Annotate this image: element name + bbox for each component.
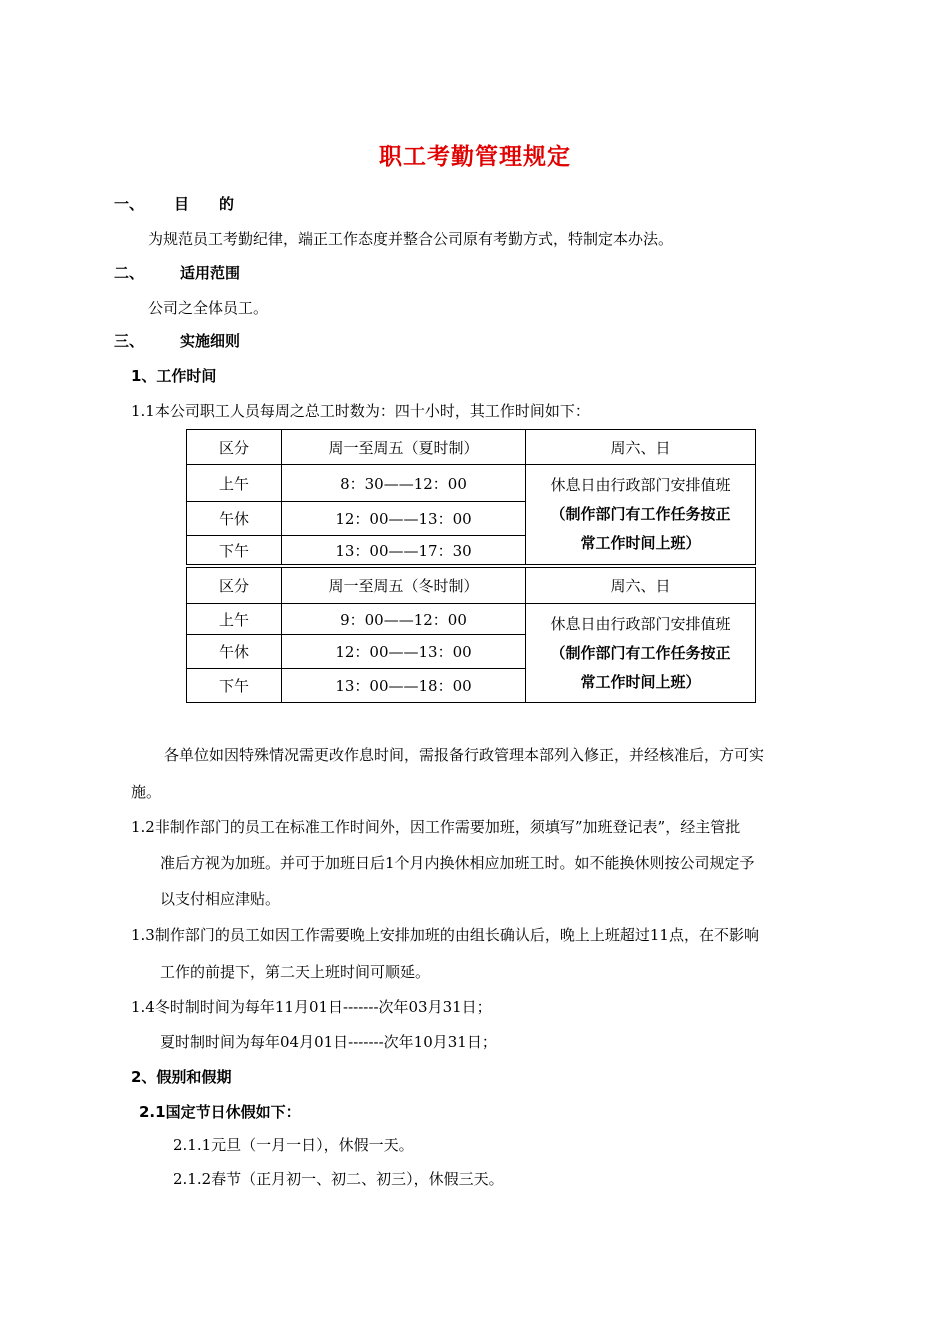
row-label-afternoon: 下午	[187, 536, 282, 565]
weekend-note-line3: 常工作时间上班）	[580, 672, 701, 691]
row-label-noon-break: 午休	[187, 635, 282, 669]
section-3-number: 三、	[114, 332, 145, 350]
paragraph-1-2-line1: 1.2非制作部门的员工在标准工作时间外，因工作需要加班，须填写”加班登记表”，经主管批	[131, 818, 741, 836]
row-label-afternoon: 下午	[187, 669, 282, 703]
paragraph-2-1: 2.1国定节日休假如下：	[139, 1103, 301, 1121]
row-label-morning: 上午	[187, 465, 282, 502]
weekend-note-line1: 休息日由行政部门安排值班	[550, 614, 731, 633]
section-1-title: 目 的	[174, 195, 235, 213]
row-time-noon-break: 12：00——13：00	[282, 502, 526, 536]
weekend-note-line2: （制作部门有工作任务按正	[550, 643, 731, 662]
row-label-noon-break: 午休	[187, 502, 282, 536]
paragraph-1-3-line1: 1.3制作部门的员工如因工作需要晚上安排加班的由组长确认后，晚上上班超过11点，在不影响	[131, 926, 759, 944]
work-time-heading: 1、工作时间	[131, 367, 217, 385]
paragraph-1-1: 1.1本公司职工人员每周之总工时数为：四十小时，其工作时间如下：	[131, 402, 590, 420]
weekend-duty-note	[526, 604, 756, 703]
note-line-1: 各单位如因特殊情况需更改作息时间，需报备行政管理本部列入修正，并经核准后，方可实	[164, 746, 765, 764]
section-2-number: 二、	[114, 264, 145, 282]
summer-schedule-table	[186, 429, 756, 565]
row-time-morning: 9：00——12：00	[282, 604, 526, 635]
section-2-text: 公司之全体员工。	[148, 299, 269, 317]
section-3-title: 实施细则	[180, 332, 241, 350]
paragraph-1-2-line3: 以支付相应津贴。	[160, 890, 281, 908]
weekend-note-line1: 休息日由行政部门安排值班	[550, 476, 731, 494]
section-1-number: 一、	[114, 195, 145, 213]
row-label-morning: 上午	[187, 604, 282, 635]
holiday-item: 2.1.1元旦（一月一日），休假一天。	[173, 1136, 414, 1154]
header-weekday-summer: 周一至周五（夏时制）	[282, 430, 526, 465]
document-title: 职工考勤管理规定	[379, 144, 571, 170]
header-weekend: 周六、日	[526, 430, 756, 465]
paragraph-1-4-line1: 1.4冬时制时间为每年11月01日-------次年03月31日；	[131, 998, 492, 1016]
section-1-text: 为规范员工考勤纪律，端正工作态度并整合公司原有考勤方式，特制定本办法。	[148, 230, 674, 248]
paragraph-1-3-line2: 工作的前提下，第二天上班时间可顺延。	[160, 963, 431, 981]
header-weekend: 周六、日	[526, 568, 756, 604]
winter-schedule-table	[186, 567, 756, 703]
header-weekday-winter: 周一至周五（冬时制）	[282, 568, 526, 604]
leave-heading: 2、假别和假期	[131, 1068, 232, 1086]
row-time-afternoon: 13：00——17：30	[282, 536, 526, 565]
header-category: 区分	[187, 568, 282, 604]
row-time-afternoon: 13：00——18：00	[282, 669, 526, 703]
weekend-note-line3: 常工作时间上班）	[580, 534, 701, 552]
paragraph-1-2-line2: 准后方视为加班。并可于加班日后1个月内换休相应加班工时。如不能换休则按公司规定予	[160, 854, 755, 872]
header-category: 区分	[187, 430, 282, 465]
section-2-title: 适用范围	[180, 264, 241, 282]
note-line-2: 施。	[131, 783, 162, 801]
paragraph-1-4-line2: 夏时制时间为每年04月01日-------次年10月31日；	[160, 1033, 497, 1051]
holiday-item: 2.1.2春节（正月初一、初二、初三），休假三天。	[173, 1170, 504, 1188]
row-time-noon-break: 12：00——13：00	[282, 635, 526, 669]
weekend-note-line2: （制作部门有工作任务按正	[550, 505, 731, 523]
weekend-duty-note	[526, 465, 756, 565]
row-time-morning: 8：30——12：00	[282, 465, 526, 502]
